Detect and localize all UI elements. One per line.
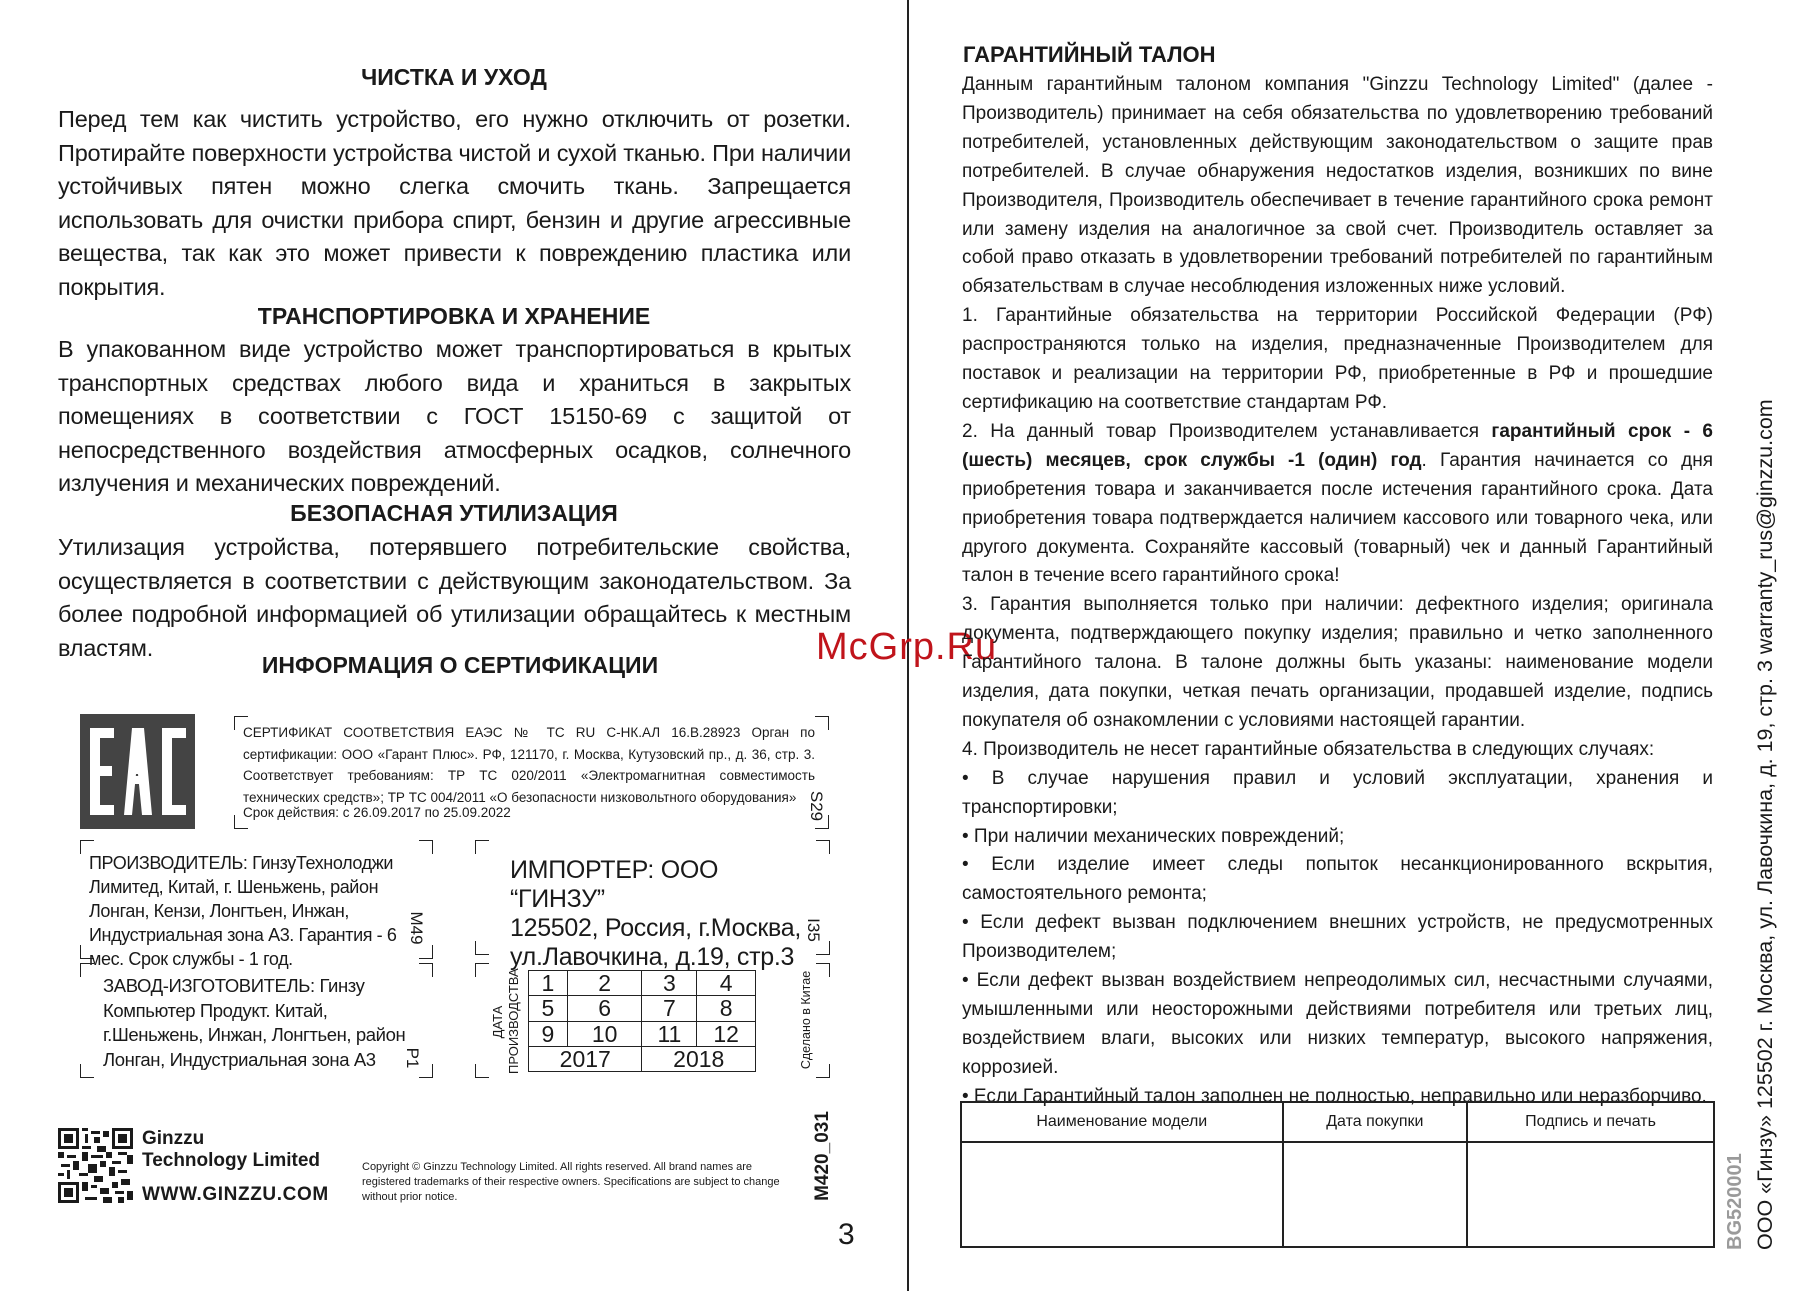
factory-corner-tr	[419, 963, 433, 977]
warranty-clause-1: 1. Гарантийные обязательства на территории Российской Федерации (РФ) распространяются только на изделия, предназначенные Производителем для поставок и реализации на территории РФ, приобретенные в РФ и прошедшие сертификацию на соответствие стандартам РФ.	[962, 305, 1713, 413]
month-cell[interactable]: 9	[529, 1021, 568, 1046]
month-cell[interactable]: 2	[567, 971, 642, 996]
warranty-body	[962, 71, 1713, 1112]
code-s29: S29	[807, 790, 826, 822]
month-cell[interactable]: 4	[697, 971, 756, 996]
disposal-text: Утилизация устройства, потерявшего потребительские свойства, осуществляется в соответствии с действующим законодательством. За более подробной информацией об утилизации обращайтесь к местным властям.	[58, 534, 851, 661]
copyright-text: Copyright © Ginzzu Technology Limited. All rights reserved. All brand names are registered trademarks of their respective owners. Specifications are subject to change without prior notice.	[362, 1161, 780, 1203]
signature-header: Подпись и печать	[1467, 1102, 1714, 1142]
website-link[interactable]: WWW.GINZZU.COM	[142, 1184, 329, 1205]
made-in-label: Сделано в Китае	[799, 970, 813, 1070]
transport-title: ТРАНСПОРТИРОВКА И ХРАНЕНИЕ	[257, 303, 651, 329]
warranty-form-table	[960, 1101, 1715, 1248]
month-cell[interactable]: 6	[567, 996, 642, 1021]
company-name-line1: Ginzzu	[142, 1128, 205, 1149]
importer-corner-tr	[816, 840, 830, 854]
importer-line-2: 125502, Россия, г.Москва,	[510, 914, 801, 942]
exclusion-bullet: • При наличии механических повреждений;	[962, 825, 1345, 847]
code-i35: I35	[804, 918, 823, 942]
production-date-grid	[528, 970, 756, 1072]
month-cell[interactable]: 12	[697, 1021, 756, 1046]
made-in-box	[788, 965, 824, 1075]
code-p1: P1	[403, 1047, 422, 1069]
importer-line-1: ИМПОРТЕР: ООО “ГИНЗУ”	[510, 856, 719, 913]
page-number: 3	[838, 1218, 855, 1251]
warranty-term: гарантийный срок - 6 (шесть) месяцев, срок службы -1 (один) год	[962, 420, 1713, 471]
code-m49: M49	[407, 911, 426, 945]
model-code-box	[806, 1102, 840, 1210]
factory-corner-tl	[80, 963, 94, 977]
disposal-title: БЕЗОПАСНАЯ УТИЛИЗАЦИЯ	[290, 500, 618, 526]
mfr-corner-tr	[419, 840, 433, 854]
importer-block	[510, 856, 810, 972]
certification-title: ИНФОРМАЦИЯ О СЕРТИФИКАЦИИ	[261, 652, 659, 678]
month-cell[interactable]: 8	[697, 996, 756, 1021]
warranty-intro: Данным гарантийным талоном компания "Ginzzu Technology Limited" (далее - Производитель) принимает на себя обязательства по удовлетворению требований потребителей, установленных действующим законодательством о защите прав потребителей. В случае обнаружения недостатков изделия, возникших по вине Производителя, Производитель обеспечивает в течение гарантийного срока ремонт или замену изделия на аналогичное за свой счет. Производитель оставляет за собой право отказать в удовлетворении требований потребителей по гарантийным обязательствам в случае несоблюдения изложенных ниже условий.	[962, 74, 1713, 298]
warranty-clause-3: 3. Гарантия выполняется только при наличии: дефектного изделия; оригинала документа, подтверждающего покупку изделия; правильно и четко заполненного Гарантийного талона. В талоне должны быть указаны: наименование модели изделия, дата покупки, четкая печать организации, продавшей изделие, подпись покупателя об ознакомлении с условиями настоящей гарантии.	[962, 594, 1713, 731]
transport-text: В упакованном виде устройство может транспортироваться в крытых транспортных средствах любого вида и храниться в закрытых помещениях в соответствии с ГОСТ 15150-69 с защитой от непосредственного воздействия атмосферных осадков, солнечного излучения и механических повреждений.	[58, 336, 851, 496]
exclusion-bullet: • Если Гарантийный талон заполнен не полностью, неправильно или неразборчиво.	[962, 1085, 1707, 1107]
warranty-clause-4: 4. Производитель не несет гарантийные обязательства в следующих случаях:	[962, 738, 1655, 760]
cleaning-title: ЧИСТКА И УХОД	[361, 64, 547, 90]
importer-corner-bl	[475, 941, 489, 955]
eac-logo-mark	[80, 714, 195, 829]
production-date-label: ДАТА ПРОИЗВОДСТВА	[490, 968, 521, 1074]
purchase-date-cell[interactable]	[1283, 1142, 1468, 1247]
importer-line-3: ул.Лавочкина, д.19, стр.3	[510, 943, 795, 971]
production-date-label-box	[486, 970, 526, 1074]
certificate-text: СЕРТИФИКАТ СООТВЕТСТВИЯ ЕАЭС № ТС RU С-НК.АЛ 16.В.28923 Орган по сертификации: ООО «Гарант Плюс». РФ, 121170, г. Москва, Кутузовский пр., д. 36, стр. 3. Соответствует требованиям: ТР ТС 020/2011 «Электромагнитная совместимость технических средств»; ТР ТС 004/2011 «О безопасности низковольтного оборудования»	[243, 725, 815, 805]
cleaning-text: Перед тем как чистить устройство, его нужно отключить от розетки. Протирайте поверхности устройства чистой и сухой тканью. При наличии устойчивых пятен можно слегка смочить ткань. Запрещается использовать для очистки прибора спирт, бензин и другие агрессивные вещества, так как это может привести к повреждению пластика или покрытия.	[58, 106, 851, 300]
warranty-clause-2	[962, 418, 1713, 591]
qr-code-graphic	[58, 1128, 133, 1203]
clause-2-end: . Гарантия начинается со дня приобретения товара и заканчивается после истечения гарантийного срока. Дата приобретения товара подтверждается наличием кассового или товарного чека, или другого документа. Сохраняйте кассовый (товарный) чек и данный Гарантийный талон в течение всего гарантийного срока!	[962, 449, 1713, 587]
model-code: M420_031	[812, 1111, 833, 1201]
month-cell[interactable]: 5	[529, 996, 568, 1021]
cert-corner-tr	[815, 716, 829, 730]
month-cell[interactable]: 3	[642, 971, 697, 996]
exclusion-bullet: • Если изделие имеет следы попыток несанкционированного вскрытия, самостоятельного ремонта;	[962, 854, 1713, 905]
qr-code	[58, 1128, 133, 1203]
factory-corner-bl	[80, 1064, 94, 1078]
clause-2-start: 2. На данный товар Производителем устанавливается	[962, 420, 1492, 442]
model-name-cell[interactable]	[961, 1142, 1283, 1247]
factory-text: ЗАВОД-ИЗГОТОВИТЕЛЬ: Гинзу Компьютер Продукт. Китай, г.Шеньжень, Инжан, Лонгтьен, район Лонган, Индустриальная зона А3	[103, 975, 406, 1070]
model-name-header: Наименование модели	[961, 1102, 1283, 1142]
certificate-validity: Срок действия: с 26.09.2017 по 25.09.2022	[243, 805, 511, 820]
watermark: McGrp.Ru	[816, 626, 998, 668]
year-cell[interactable]: 2018	[642, 1046, 756, 1071]
exclusion-bullet: • Если дефект вызван воздействием непреодолимых сил, несчастными случаями, умышленными или неосторожными действиями потребителя или третьих лиц, воздействием влаги, высоких или низких температур, высокого напряжения, коррозией.	[962, 970, 1713, 1078]
company-name-line2: Technology Limited	[142, 1150, 321, 1171]
year-cell[interactable]: 2017	[529, 1046, 642, 1071]
exclusion-bullet: • Если дефект вызван подключением внешних устройств, не предусмотренных Производителем;	[962, 912, 1713, 963]
month-cell[interactable]: 1	[529, 971, 568, 996]
month-cell[interactable]: 11	[642, 1021, 697, 1046]
side-address: ООО «Гинзу» 125502 г. Москва, ул. Лавочкина, д. 19, стр. 3 warranty_rus@ginzzu.com	[1753, 399, 1777, 1250]
purchase-date-header: Дата покупки	[1283, 1102, 1468, 1142]
manufacturer-text: ПРОИЗВОДИТЕЛЬ: ГинзуТехнолоджи Лимитед, Китай, г. Шеньжень, район Лонган, Кензи, Лонгтьен, Инжан, Индустриальная зона А3. Гарантия - 6 мес. Срок службы - 1 год.	[89, 853, 397, 969]
month-cell[interactable]: 7	[642, 996, 697, 1021]
company-name	[142, 1128, 320, 1172]
signature-cell[interactable]	[1467, 1142, 1714, 1247]
month-cell[interactable]: 10	[567, 1021, 642, 1046]
side-code: BG520001	[1724, 1153, 1746, 1250]
importer-corner-tl	[475, 840, 489, 854]
exclusion-bullet: • В случае нарушения правил и условий эксплуатации, хранения и транспортировки;	[962, 767, 1713, 818]
warranty-title: ГАРАНТИЙНЫЙ ТАЛОН	[963, 42, 1216, 67]
eac-logo	[80, 714, 195, 829]
